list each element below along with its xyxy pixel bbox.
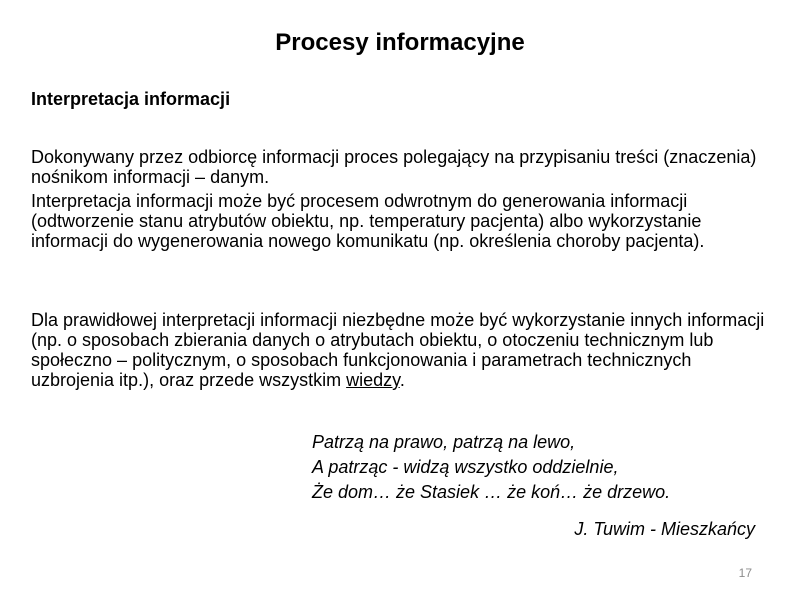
paragraph-knowledge [31,310,771,390]
paragraph-definition: Dokonywany przez odbiorcę informacji proces polegający na przypisaniu treści (znaczenia) nośnikom informacji – danym. [31,147,757,187]
page-number: 17 [738,566,752,580]
poem-line: Że dom… że Stasiek … że koń… że drzewo. [312,482,671,502]
poem-quote [312,430,670,505]
poem-line: Patrzą na prawo, patrzą na lewo, [312,432,576,452]
paragraph-knowledge-end: . [399,370,405,390]
poem-line: A patrząc - widzą wszystko oddzielnie, [312,457,619,477]
paragraph-knowledge-text: Dla prawidłowej interpretacji informacji niezbędne może być wykorzystanie innych informacji (np. o sposobach zbierania danych o atrybutach obiektu, o otoczeniu technicznym lub społeczno – politycznym, o sposobach funkcjonowania i parametrach technicznych uzbrojenia itp.), oraz przede wszystkim [31,310,765,390]
section-heading: Interpretacja informacji [31,89,231,109]
knowledge-term: wiedzy [346,370,400,390]
poem-attribution: J. Tuwim - Mieszkańcy [574,519,755,539]
slide-title: Procesy informacyjne [275,29,525,56]
paragraph-interpretation: Interpretacja informacji może być procesem odwrotnym do generowania informacji (odtworzenie stanu atrybutów obiektu, np. temperatury pacjenta) albo wykorzystanie informacji do wygenerowania nowego komunikatu (np. określenia choroby pacjenta). [31,191,705,251]
